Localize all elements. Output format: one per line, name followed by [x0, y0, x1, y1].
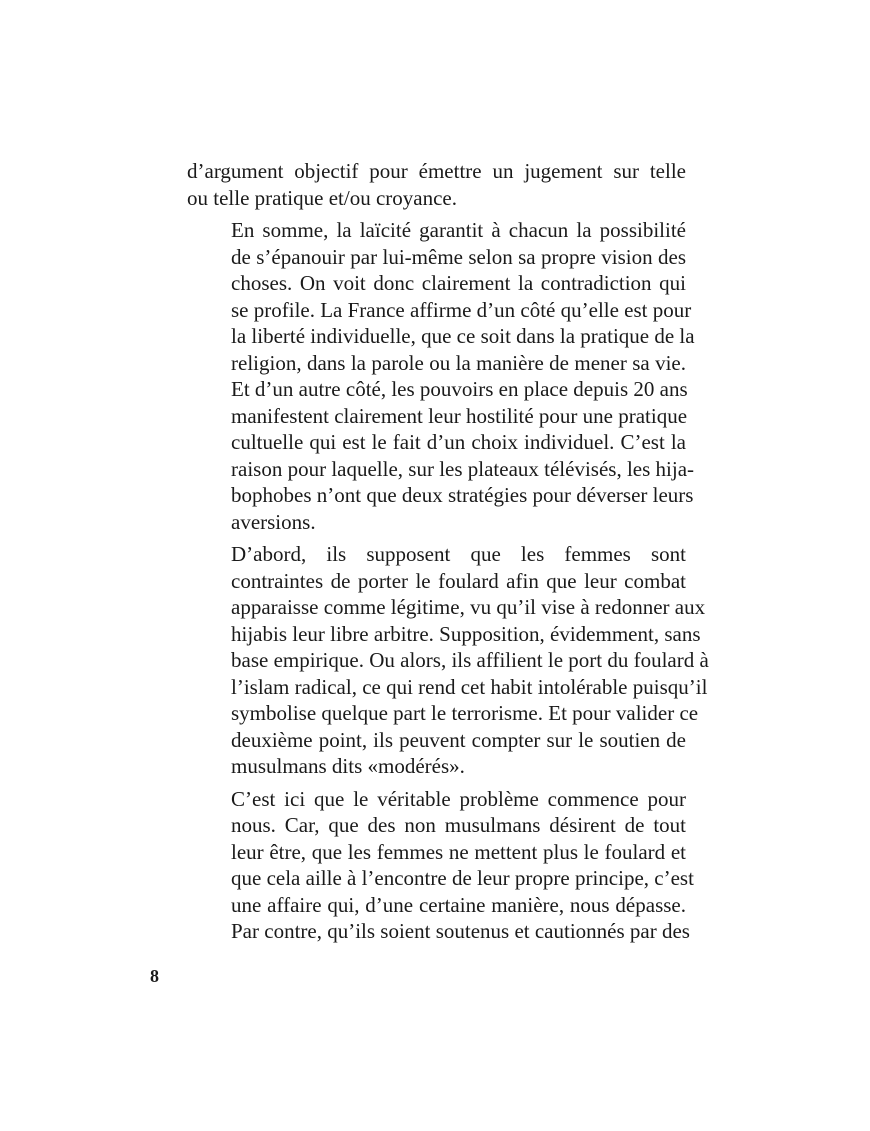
text-line: apparaisse comme légitime, vu qu’il vise à redonner aux [231, 595, 706, 619]
paragraph [187, 541, 709, 780]
text-line: hijabis leur libre arbitre. Supposition, évidemment, sans [231, 621, 701, 646]
text-line: religion, dans la parole ou la manière de mener sa vie. [231, 350, 686, 375]
text-line: que cela aille à l’encontre de leur propre principe, c’est [231, 866, 694, 890]
paragraph [187, 786, 694, 945]
text-line: la liberté individuelle, que ce soit dans la pratique de la [231, 324, 695, 348]
text-line: l’islam radical, ce qui rend cet habit intolérable puisqu’il [231, 674, 708, 699]
text-line: C’est ici que le véritable problème commence pour [231, 786, 686, 811]
text-line: deuxième point, ils peuvent compter sur le soutien de [231, 727, 686, 752]
text-line: leur être, que les femmes ne mettent plus le foulard et [231, 839, 686, 864]
text-line: musulmans dits «modérés». [231, 754, 465, 778]
text-line: choses. On voit donc clairement la contradiction qui [231, 271, 686, 295]
paragraph [187, 217, 695, 535]
body-text [187, 158, 709, 945]
text-line: ou telle pratique et/ou croyance. [187, 185, 457, 210]
text-line: manifestent clairement leur hostilité pour une pratique [231, 403, 688, 428]
text-line: Par contre, qu’ils soient soutenus et cautionnés par des [231, 919, 690, 943]
page-number: 8 [150, 966, 159, 986]
text-line: se profile. La France affirme d’un côté qu’elle est pour [231, 297, 692, 322]
text-line: bophobes n’ont que deux stratégies pour déverser leurs [231, 483, 694, 507]
text-line: cultuelle qui est le fait d’un choix individuel. C’est la [231, 430, 686, 454]
text-line: raison pour laquelle, sur les plateaux télévisés, les hija- [231, 456, 695, 481]
text-line: D’abord, ils supposent que les femmes sont [231, 542, 686, 566]
text-line: aversions. [231, 509, 316, 534]
text-line: En somme, la laïcité garantit à chacun la possibilité [231, 218, 686, 242]
paragraph [187, 158, 686, 211]
text-line: Et d’un autre côté, les pouvoirs en place depuis 20 ans [231, 377, 688, 401]
text-line: d’argument objectif pour émettre un jugement sur telle [187, 159, 686, 183]
text-line: une affaire qui, d’une certaine manière, nous dépasse. [231, 892, 686, 917]
text-line: de s’épanouir par lui-même selon sa propre vision des [231, 244, 686, 269]
text-line: base empirique. Ou alors, ils affilient le port du foulard à [231, 648, 709, 672]
text-line: symbolise quelque part le terrorisme. Et pour valider ce [231, 701, 699, 725]
text-line: nous. Car, que des non musulmans désirent de tout [231, 813, 686, 837]
text-line: contraintes de porter le foulard afin que leur combat [231, 568, 686, 593]
